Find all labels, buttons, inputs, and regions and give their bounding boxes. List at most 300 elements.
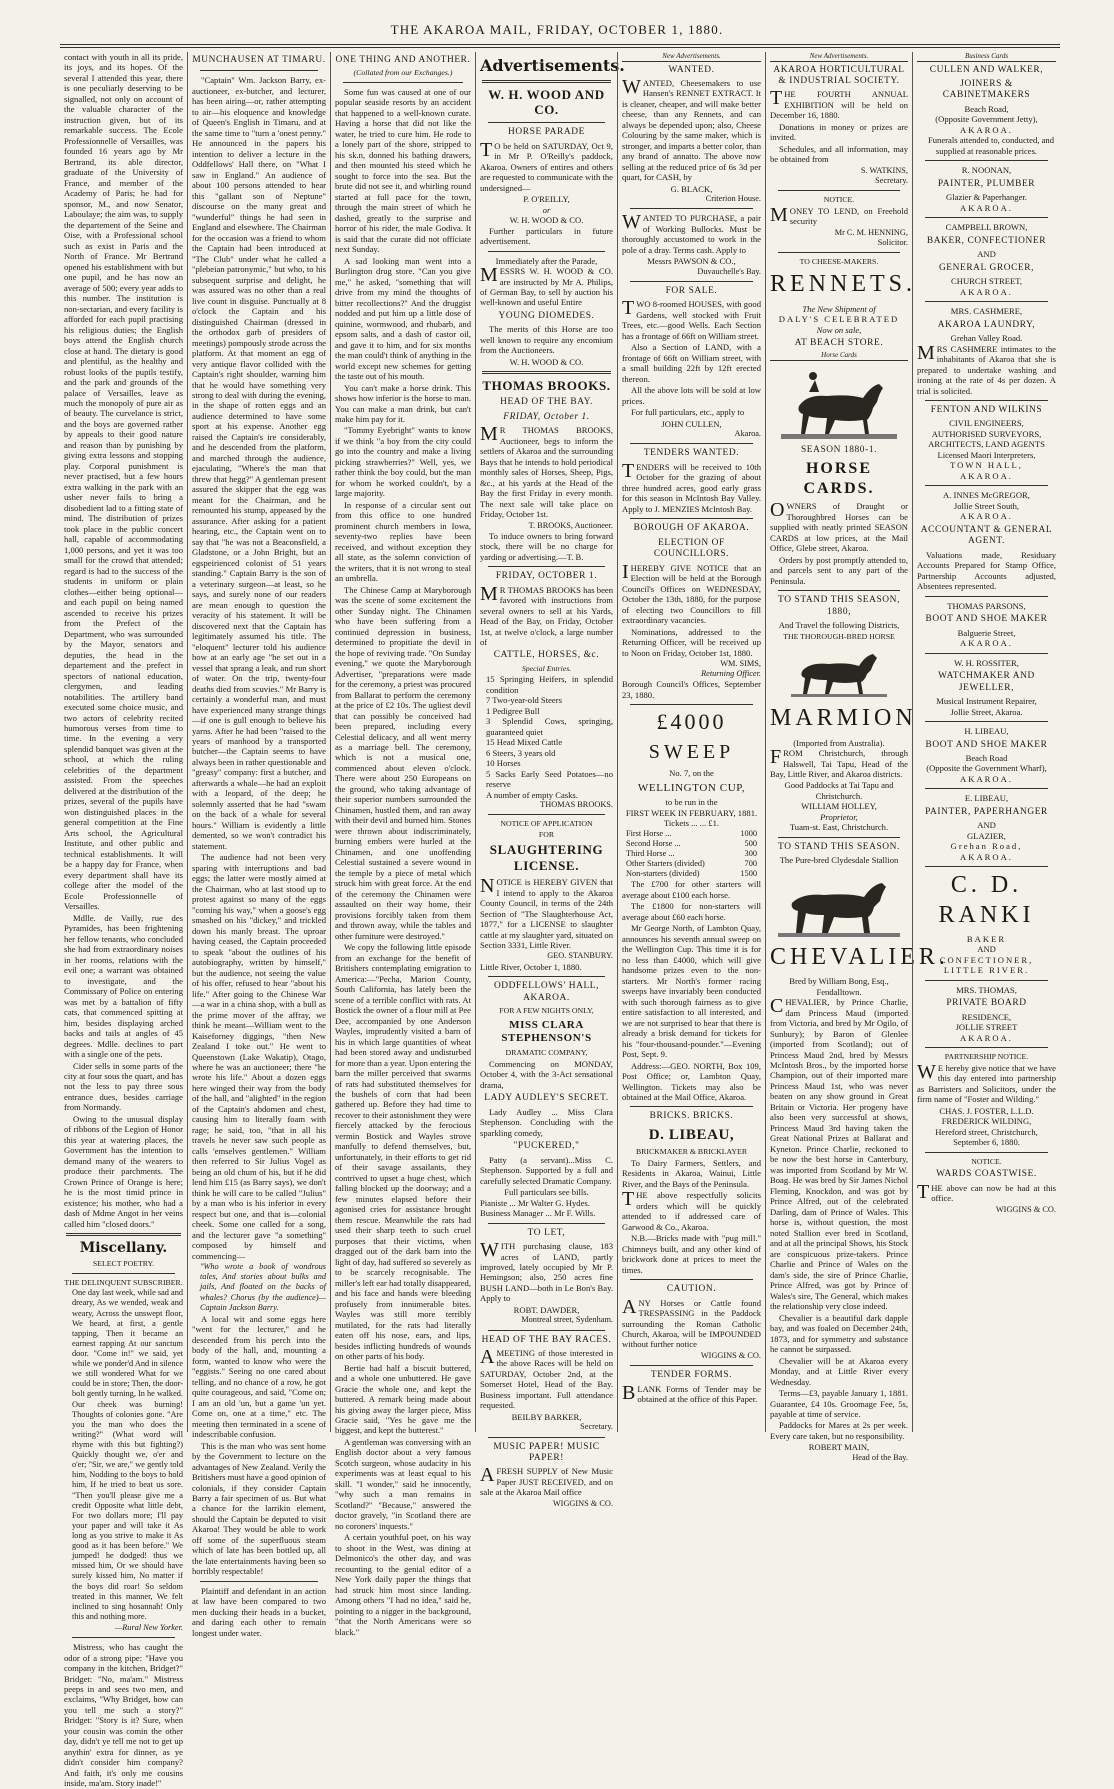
article-text: This is the man who was sent home by the Government to lecture on the advantages of New Zealand. Verily the Britishers must have a good opinion of colonials, if they consider Captain Barry a fair specimen of us. But what a chance for the larrikin element, should the Captain be deputed to visit Akaroa! They would be able to work off some of the superfluous steam which of late has been bottled up, all the late entertainments having been so horribly respectable! (192, 1440, 326, 1577)
ad-text: ANY Horses or Cattle found TRESPASSING in the Paddock surrounding the Roman Catholic Church, Akaroa, will be IMPOUNDED without further notice (622, 1295, 761, 1350)
ad-signature: W. H. WOOD & CO. (509, 356, 584, 367)
prize-amount: 500 (744, 838, 757, 848)
ad-address: Grehan Road, (950, 841, 1023, 852)
ad-address: Montreal street, Sydenham. (521, 1315, 613, 1325)
divider (925, 217, 1048, 218)
entry-item: 15 Springing Heifers, in splendid condition (486, 674, 613, 695)
ad-text: Valuations made, Residuary Accounts Prepared for Stamp Office, Partnership Accounts adjusted, Absentees represented. (917, 549, 1056, 592)
ad-text: Now on sale, (816, 324, 862, 335)
ad-signature: ROBERT MAIN, (808, 1442, 870, 1453)
ad-signature: THOMAS BROOKS. (540, 800, 613, 810)
ad-signature: MRS. CASHMERE, (950, 306, 1023, 317)
ad-signature: R. NOONAN, (961, 165, 1012, 176)
article-text: You can't make a horse drink. This shows how inferior is the horse to man. You can make a man drink, but can't make him pay for it. (335, 382, 471, 424)
ad-heading: TO STAND THIS SEASON. (778, 841, 900, 852)
subheading: SELECT POETRY. (92, 1259, 155, 1269)
divider (778, 590, 900, 591)
ad-heading: ACCOUNTANT & GENERAL AGENT. (920, 524, 1053, 547)
column-5 (617, 52, 765, 1432)
ad-heading: CONFECTIONER, (939, 954, 1034, 965)
divider (630, 208, 753, 209)
ad-text: Bred by William Bong, Esq., Fendalltown. (789, 976, 889, 997)
ad-text: Immediately after the Parade, (495, 255, 598, 266)
article-title: MUNCHAUSEN AT TIMARU. (192, 55, 326, 65)
ad-town: LITTLE RIVER. (943, 965, 1030, 976)
divider (630, 704, 753, 705)
ad-heading: WANTED. (668, 64, 715, 75)
poem-title: THE DELINQUENT SUBSCRIBER. (64, 1277, 183, 1287)
ad-signature: GEO. STANBURY. (547, 951, 613, 961)
prize-label: Non-starters (divided) (626, 869, 700, 879)
ad-text: To induce owners to bring forward stock, there will be no charge for yarding or advertising.—T. B. (480, 530, 613, 562)
divider (200, 70, 318, 71)
ad-heading: BRICKS. BRICKS. (649, 1111, 734, 1122)
ad-subheading: Glazier & Paperhanger. (946, 192, 1027, 203)
prize-row (622, 849, 761, 859)
ad-text: to be run in the (665, 797, 718, 808)
divider (925, 1152, 1048, 1153)
entry-item: A number of empty Casks. (486, 789, 578, 800)
ad-signature: Mr C. M. HENNING, (834, 227, 908, 237)
ad-signature: W. H. ROSSITER, (954, 657, 1019, 668)
section-label: Horse Cards (770, 351, 908, 361)
ad-heading: TO STAND THIS SEASON, 1880, (778, 595, 900, 617)
article-text: Bertie had half a biscuit buttered, and a whole one unbuttered. He gave Gracie the whole one, and kept the buttered. A remark being made about his giving away the larger piece, Miss Gracie said, "Yes he gave me the biggest, and kept the butterest." (335, 1362, 471, 1436)
ad-town: AKAROA. (960, 286, 1013, 297)
ad-text: OWNERS of Draught or Thoroughbred Horses can be supplied with neatly printed SEASON CARDS at low prices, at the Mail Office, Glebe street, Akaroa. (770, 499, 908, 554)
article-text: Plaintiff and defendant in an action at law have been compared to two men ducking their heads in a bucket, and daring each other to remain longest under water. (192, 1585, 326, 1638)
ad-heading: HORSE PARADE (508, 127, 585, 138)
ad-heading: BOROUGH OF AKAROA. (633, 523, 750, 534)
section-heading: Miscellany. (79, 1240, 168, 1257)
ad-address: Hereford street, Christchurch, September 6, 1880. (935, 1126, 1038, 1148)
ad-subheading: THE THOROUGH-BRED HORSE (783, 631, 895, 641)
ad-text: Business Manager ... Mr F. Wills. (480, 1208, 596, 1219)
column-4 (475, 52, 625, 1508)
entry-item: 10 Horses (486, 758, 521, 769)
ad-heading: PRIVATE BOARD (946, 998, 1027, 1009)
ad-date: FRIDAY, OCTOBER 1. (495, 571, 598, 582)
ad-title: C. D. RANKI (938, 872, 1035, 928)
ad-heading: FOR (538, 829, 555, 839)
entry-item: 3 Splendid Cows, springing, guaranteed quiet (486, 716, 613, 737)
divider (925, 400, 1048, 401)
ad-heading: AKAROA HORTICULTURAL & INDUSTRIAL SOCIETY. (773, 64, 905, 86)
prize-table (622, 829, 761, 880)
entry-item: 15 Head Mixed Cattle (486, 737, 563, 748)
prize-row (622, 859, 761, 869)
ad-heading: YOUNG DIOMEDES. (498, 310, 595, 321)
ad-date: Little River, October 1, 1880. (480, 961, 582, 972)
masthead-rule (60, 44, 1060, 45)
ad-text: And Travel the following Districts, (778, 620, 900, 631)
prize-row (622, 869, 761, 879)
ad-text: AND (977, 944, 996, 955)
divider (72, 1273, 175, 1274)
ad-text: Commencing on MONDAY, October 4, with the 3-Act sensational drama, (480, 1058, 613, 1090)
article-text: Mistress, who has caught the odor of a strong pipe: "Have you company in the kitchen, Bridget?" Bridget: "No, ma'am." Mistress peeps in and sees two men, and exclaims, "Why Bridget, how can you tell me such a story?" Bridget: "Story is it? Sure, when your cousin was comin the other day, didn't ye tell me not to get up anythin' extra for dinner, as ye didn't consider him company? And faith, it's only me cousins inside, ma'am. Story inade!" (64, 1642, 183, 1789)
ad-heading: BAKER, CONFECTIONER (926, 235, 1047, 246)
section-rule (482, 371, 611, 374)
ad-text: NOTICE is HEREBY GIVEN that I intend to apply to the Akaroa County Council, in terms of the 24th Section of "The Slaughterhouse Act, 1877," for a LICENSE to slaughter cattle at my slaughter yard, situated on Section 3331, Little River. (480, 875, 613, 950)
ad-text: Schedules, and all information, may be obtained from (770, 143, 908, 165)
section-rule (66, 1233, 181, 1236)
ad-text: CIVIL ENGINEERS, (949, 418, 1024, 429)
article-text: A sad looking man went into a Burlington drug store. "Can you give me," he asked, "something that will drive from my mind the thoughts of bitter recollections?" And the druggist nodded and put him up a little dose of quinine, wormwood, and rhubarb, and epsom salts, and a dash of castor oil, and gave it to him, and for six months the man could't think of anything in the world except new schemes for getting the taste out of his mouth. (335, 255, 471, 382)
ad-signature: WIGGINS & CO. (552, 1498, 613, 1508)
divider (488, 566, 605, 567)
section-rule (482, 80, 611, 83)
ad-text: Paddocks for Mares at 2s per week. Every care taken, but no responsibility. (770, 1420, 908, 1441)
masthead: THE AKAROA MAIL, FRIDAY, OCTOBER 1, 1880. (390, 22, 724, 37)
ad-signature: H. LIBEAU, (964, 726, 1009, 737)
ad-signature: T. BROOKS, Auctioneer. (528, 520, 613, 530)
ad-heading: PAINTER, PAPERHANGER (925, 806, 1048, 817)
divider (488, 976, 605, 977)
ad-address: Criterion House. (705, 194, 761, 204)
ad-heading: CULLEN AND WALKER, (929, 64, 1044, 75)
ad-heading: TENDERS WANTED. (643, 448, 740, 459)
ad-text: AFRESH SUPPLY of New Music Paper JUST RECEIVED, and on sale at the Akaroa Mail office (480, 1464, 613, 1498)
ad-text: The £1800 for non-starters will average about £60 each horse. (622, 901, 761, 922)
ad-title: D. LIBEAU, (648, 1126, 735, 1143)
ad-signature: WIGGINS & CO. (995, 1204, 1056, 1214)
entry-item: 6 Steers, 3 years old (486, 747, 556, 758)
ad-text: FROM Christchurch, through Halswell, Tai Tapu, Head of the Bay, Little River, and Akaroa districts. (770, 746, 908, 779)
ad-heading: TO LET, (527, 1227, 566, 1238)
divider (778, 252, 900, 253)
sweep-title: SWEEP (648, 741, 735, 764)
prize-label: First Horse ... (626, 828, 672, 838)
ad-signature: CHAS. J. FOSTER, L.L.D. (939, 1105, 1034, 1116)
section-label: New Advertisements. (770, 52, 908, 62)
ad-text: Musical Instrument Repairer, (936, 696, 1037, 707)
ad-town: AKAROA. (960, 124, 1013, 135)
ad-text: Chevalier will be at Akaroa every Monday, and at Little River every Wednesday. (770, 1355, 908, 1387)
divider (925, 485, 1048, 486)
ad-text: The New Shipment of (802, 303, 876, 314)
ad-heading: NOTICE OF APPLICATION (500, 819, 593, 829)
ad-subheading: BRICKMAKER & BRICKLAYER (635, 1147, 748, 1157)
ad-text: GLAZIER, (967, 830, 1006, 841)
song-verse: "Who wrote a book of wondrous tales, And stories about bulks and jails, And floated on the backs of whales? Chorus (by the audience)— Captain Jackson Barry. (200, 1262, 326, 1312)
horse-illustration (779, 364, 899, 442)
masthead-rule-lower (60, 47, 1060, 48)
divider (925, 160, 1048, 161)
ad-role: Solicitor. (877, 237, 908, 247)
ad-role: Secretary. (875, 175, 908, 185)
entry-item: 7 Two-year-old Steers (486, 695, 562, 706)
ad-heading: AKAROA LAUNDRY, (937, 319, 1036, 330)
ad-town: AKAROA. (960, 470, 1013, 481)
article-text: A local wit and some eggs here "went for the lecturer," and he descended from his perch into the body of the hall, and, mounting a form, wanted to know who were the "eggists." Seeing no one cared about telling, and no chance of a row, he got quite courageous, and said, "Come on; I am an old 'un, but a game 'un yet. Come on, one at a time," etc. The meeting then terminated in a scene of indescribable confusion. (192, 1313, 326, 1440)
divider (488, 1437, 605, 1438)
ad-signature: E. LIBEAU, (964, 793, 1009, 804)
prize-amount: 1000 (740, 828, 757, 838)
divider (630, 1279, 753, 1280)
clydesdale-illustration (776, 869, 902, 939)
ad-heading: BOOT AND SHOE MAKER (925, 614, 1048, 625)
article-text: contact with youth in all its pride, its joys, and its hopes. Of the several I attended this year, there is one peculiarly deserving to be signalled, not only on account of the valuable character of the instruction given, but of its remarkable success. The Ecole Professionnelle of Versailles, was founded 16 years ago by Mr Bertrand, its able director, graduate of the University of France, and member of the Academy of Paris; he had for sponsor, M., and now Senator, Laboulaye; the aim was, to supply the departement of the Seine and Oise, with a Professional school such as exist in Paris and the North of France. Mr Bertrand opened his establishment with but one pupil, and he has now an average of 500; every year adds to this number. The institution is non-sectarian, and every facility is afforded for each pupil practising his religious duties; the English boys attend the English church close at hand. The dietary is good and plentiful, as the healthy and robust looks of the pupils testify, and the park and grounds of the palace of Versailles, leave as much the monopoly of pure air as of beauty. The curvelance is strict, and the boys are governed rather by appeals to their good nature and reason than by punishing by giving extra lessons and stopping play. Corporal punishment is never practised, but a few hours extra walking in the park with an usher never fails to bring a disobedient lad to a fitting state of mind. The distribution of prizes took place in the public concert hall, capable of accommodating 1,000 persons, and yet it was too small for the crowd that attended; regard is had to the success of the students in uniform or plain clothes—either being optional—and each pupil on being named ascended to receive his prizes from the Prefect of the Department, who was surrounded by the Mayor, senators and deputies, the head in the departement and the prefect in spectors of national education, clergymen, and leading notabilities. The artillery band executed some choice music, and two actors of celebrity recited humorous verses from time to time. In the evening a very splendid banquet was given at the school, at which the ruling celebrities of the department assisted. From the speeches delivered at the distribution of the prizes, several of the pupils have won distinguished places in the general competition at the Fine Arts school, the Agricultural Institute, and other public and technical establishments. It will be a happy day for France, when every department shall have its college after the model of the Ecole Professionnelle of Versailles. (64, 52, 183, 912)
ad-heading: BAKER (966, 933, 1007, 944)
article-text: Cider sells in some parts of the city at four sous the quart, and has not the less to pay three sous entrance dues, besides carriage from Normandy. (64, 1060, 183, 1113)
divider (72, 1637, 175, 1638)
ad-role: Proprietor, (820, 811, 858, 822)
divider (200, 1581, 318, 1582)
divider (925, 721, 1048, 722)
ad-signature: JOHN CULLEN, (661, 418, 722, 429)
ad-address: Jollie Street, Akaroa. (950, 706, 1023, 717)
ad-heading: GENERAL GROCER, (938, 262, 1035, 273)
ad-signature: W. H. WOOD & CO. (509, 215, 584, 226)
ad-heading: CATTLE, HORSES, &c. (493, 650, 600, 661)
ad-address: Beach Road (965, 752, 1008, 763)
ad-text: Full particulars see bills. (504, 1187, 589, 1198)
ad-text: The Pure-bred Clydesdale Stallion (779, 855, 899, 866)
ad-text: Donations in money or prizes are invited. (770, 121, 908, 143)
ad-address: Duvauchelle's Bay. (697, 266, 761, 276)
ad-address: (Opposite the Government Wharf), (926, 763, 1047, 774)
ad-town: AKAROA. (960, 1032, 1013, 1043)
ad-address: Balguerie Street, (957, 627, 1016, 638)
divider (630, 518, 753, 519)
ad-town: AKAROA. (960, 773, 1013, 784)
article-text: "Captain" Wm. Jackson Barry, ex-auctioneer, ex-butcher, and lecturer, has been airing—or, rather attempting to air—his eloquence and knowledge of Queen's English in Timaru, and at the same time to "turn a 'onest penny." He announced in the papers his intention to deliver a lecture in the Oddfellows' Hall there, on "What I saw in England." An audience of about 100 persons attended to hear this "gallant son of Neptune" discourse on the many great and "wunderful" things he had seen in England and elsewhere. The Chairman for the occasion was a friend to whom the Captain had been introduced at "The Club" under what he called a "plebeian patronymic," but who, to his subsequent surprise and delight, he was assured was no other than a real live count in disguise. Punctually at 8 o'clock the Captain and his distinguished Chairman (dressed in the orthodox garb of presiders of meetings) pompously strode across the platform. At that moment an egg of very antique flavor collided with the Captain's right shoulder, warning him that he would have something very strong to deal with during the evening, in the shape of rotten eggs and an audience determined to have some sport at his expense. Another egg raised the Captain's ire considerably, and he descended from the platform, and marched through the audience, ejaculating, "Where's the man that threw that hegg?" A gentleman present assured the skipper that the egg was meant for the Chairman, and he remounted his stump, appeased by the assurance. After asking for a patient hearing, etc., the Captain went on to say that "he was not a Beaconsfield, a Gladstone, or a John Bright, but an egspeirienced colonist of 51 years standing." Captain Barry is the son of a veterinary surgeon—at least, so he says, and surely none of our readers are mean enough to question the veracity of his statement. It will be discovered next that the Captain has legitimately assumed his title. The "eloquent" lecturer told his audience how at an early age "he set out in a vessel that sprang a leak, and run short of water. On the trip, twenty-four deaths died from scuvies." Mr Barry is certainly a wonderful man, and must have experienced many strange things—if one is gull enough to believe his yarns. After he had been "raised to the years of manhood by a transported butcher—the Captain seems to have always been in rather questionable and "greasy" company: first a butcher, and afterwards a whale—he had an exploit with a leopard, of the deep; he solemnly asserted that he had "swam on the back of a whale for several hours." William is evidently a little demented, so we won't contradict his statement. (192, 75, 326, 851)
ad-heading: WELLINGTON CUP, (637, 781, 746, 794)
prize-amount: 300 (744, 848, 757, 858)
ad-text: All the above lots will be sold at low prices. (622, 385, 761, 406)
ad-text: Nominations, addressed to the Returning Officer, will be received up to Noon on Friday, October 1st, 1880. (622, 626, 761, 658)
ad-heading: SEASON 1880-1. (800, 444, 878, 455)
column-2 (187, 52, 330, 1638)
ad-text: (Imported from Australia). (793, 737, 885, 748)
section-label: Business Cards (917, 52, 1056, 62)
ad-text: WITH purchasing clause, 183 acres of LAND, partly improved, lately occupied by Mr P. Hemingson; also, 250 acres fine BUSH LAND—both in Le Bon's Bay. Apply to (480, 1239, 613, 1304)
article-text: "Tommy Eyebright" wants to know if we think "a boy from the city could go into the country and make a living picking strawberries?" Well, yes, we rather think the boy could, but the man for whom he worked couldn't, by a large majority. (335, 425, 471, 499)
ad-text: Further particulars in future advertisement. (480, 225, 613, 247)
ad-title: W. H. WOOD AND CO. (488, 86, 605, 118)
ad-address: Borough Council's Offices, September 23, 1880. (622, 679, 761, 700)
ad-text: THE FOURTH ANNUAL EXHIBITION will be held on December 16, 1880. (770, 87, 908, 121)
ad-heading: FOR SALE. (665, 285, 718, 296)
ad-text: CHEVALIER, by Prince Charlie, dam Princess Maud (imported from Victoria, and bred by Mr Ogilo, of Sunbury); by Baron of Glenlee (imported from Scotland); out of Princess Maud 2nd, bred by Messrs McIntosh Bros., by the imported horse Champion, out of their imported mare Princess Maud 1st, who was never beaten on any show ground in Great Britain or Victoria. Her progeny have also been very successful at shows, Princess Maud 3rd having taken the Great National Prizes at Ballarat and Kyneton. Prince Charlie, reckoned to be now the best horse in Canterbury, was imported from Scotland by Mr W. Boag. He was bred by Sir James Nichol Fleming, Knockdon, and was got by Prince Alfred, out of the celebrated Darling, dam of Prince of Wales. This horse is, without question, the most noted Stallion ever bred in Scotland, and at all the principal Shows, his Stock are conspicuous prize-takers. Prince Charlie and Prince of Wales on the dam's side, the sire of Prince Charlie, Prince Alfred, was got by Prince of Wales's sire, The General, which makes the relationship very close indeed. (770, 995, 908, 1312)
ad-text: WANTED TO PURCHASE, a pair of Working Bullocks. Must be thoroughly accustomed to work in the pole of a dray. Terms cash. Apply to (622, 211, 761, 255)
prize-label: Other Starters (divided) (626, 859, 705, 869)
ad-address: Jollie Street South, (953, 500, 1020, 511)
ad-heading: AT BEACH STORE. (794, 337, 884, 348)
ad-subheading: Special Entries. (521, 663, 572, 673)
ad-heading: NOTICE. (823, 195, 855, 205)
ad-address: Akaroa. (734, 429, 761, 439)
ad-text: Address:—GEO. NORTH, Box 109, Post Office; or, Lambton Quay, Wellington. Tickets may also be obtained at the Mail Office, Akaroa. (622, 1060, 761, 1102)
prize-amount: 700 (744, 859, 757, 869)
ad-text: Funerals attended to, conducted, and supplied at reasonable prices. (927, 135, 1054, 156)
ad-signature: THOMAS PARSONS, (947, 600, 1026, 611)
divider (925, 301, 1048, 302)
ad-text: Orders by post promptly attended to, and parcels sent to any part of the Peninsula. (770, 554, 908, 586)
divider (488, 1330, 605, 1331)
article-text: The Chinese Camp at Maryborough was the scene of some excitement the other Sunday night. The Chinamen who have been suffering from a continued depression in business, determined to propitiate the devil in the hope of reviving trade. "On Sunday evening," we quote the Maryborough Advertiser, "preparations were made for the ceremony, a priest was procured from Ballarat to perform the ceremony at the price of £2 10s. The ugliest devil that can possibly be conceived had been prepared, including every Celestial delicacy, and all went merry as a marriage bell. The ceremony, which is not a musical one, commenced about eleven o'clock. There were about 250 Europeans on the ground, who taking advantage of their superior numbers surrounded the Chinamen, hustled them, and ran away with their devil and burned him. Stones were thrown about indiscriminately, burning embers were hurled at the Chinamen, and one unoffending Celestial sustained a severe wound in the temple by a piece of metal which struck him with great force. At the end of the ceremony the Chinamen were assaulted on their way home, their provisions forcibly taken from them and thrown away, while the tables and other furniture were destroyed." (335, 584, 471, 941)
ad-text: MRS CASHMERE intimates to the inhabitants of Akaroa that she is prepared to undertake washing and ironing at the rate of 4s per dozen. A trial is solicited. (917, 341, 1056, 396)
ad-text: Mr George North, of Lambton Quay, announces his seventh annual sweep on the Wellington Cup. This time it is for no less than £4000, which will give handsome prizes even to the non-starters. Mr North's former racing sweeps have invariably been conducted with such thorough fairness as to give entire satisfaction to all interested, and we are not surprised to hear that there is already a brisk demand for tickets for his "four-thousand-pounder."—Evening Post, Sept. 9. (622, 923, 761, 1060)
divider (630, 1365, 753, 1366)
ad-address: CHURCH STREET, (951, 276, 1022, 287)
divider (630, 443, 753, 444)
ad-signature: FREDERICK WILDING, (941, 1116, 1032, 1127)
ad-signature: WIGGINS & CO. (700, 1350, 761, 1360)
article-text: Some fun was caused at one of our popular seaside resorts by an accident that happened to a well-known curate. Having a horse that did not like the water, he tried to cure him. He rode to a lonely part of the shore, stripped to his sk.n, donned his bathing drawers, and then mounted his steed which he sought to force into the sea. But the brute did not see it, and whirling round started at full pace for the town, through the main street of which he dashed, greatly to the surprise and horror of his rider, the male Godiva. It is said that the curate did not officiate next Sunday. (335, 86, 471, 255)
ad-signature: Messrs PAWSON & CO., (647, 256, 736, 267)
prize-row (622, 839, 761, 849)
ad-text: RESIDENCE, (961, 1011, 1012, 1022)
ad-signature: MRS. THOMAS, (956, 984, 1017, 995)
divider (925, 596, 1048, 597)
ad-text: MR THOMAS BROOKS has been favored with instructions from several owners to sell at his Yards, Head of the Bay, on Friday, October 1st, at twelve o'clock, a large number of (480, 582, 613, 647)
ad-heading: LADY AUDLEY'S SECRET. (484, 1093, 609, 1104)
divider (488, 251, 605, 252)
ad-title: CHEVALIER. (770, 943, 949, 970)
thoroughbred-illustration (789, 644, 889, 700)
article-title: ONE THING AND ANOTHER. (335, 55, 471, 65)
ad-title: MARMION (770, 705, 917, 732)
ad-text: THE above can now be had at this office. (917, 1180, 1056, 1204)
ad-text: WE hereby give notice that we have this day entered into partnership as Barristers and Solicitors, under the firm name of "Foster and Wilding." (917, 1060, 1056, 1105)
ad-address: Tuam-st. East, Christchurch. (789, 822, 889, 833)
ad-address: JOLLIE STREET (955, 1022, 1018, 1033)
ad-text: BLANK Forms of Tender may be obtained at the office of this Paper. (622, 1381, 761, 1405)
ad-signature: S. WATKINS, (860, 165, 908, 175)
ad-heading: ODDFELLOWS' HALL, AKAROA. (493, 981, 600, 1003)
ad-signature: A. INNES McGREGOR, (943, 490, 1030, 501)
ad-heading: "PUCKERED," (513, 1141, 580, 1152)
ad-heading: BOOT AND SHOE MAKER (925, 739, 1048, 750)
entry-item: 1 Pedigree Bull (486, 705, 540, 716)
ad-text: MONEY TO LEND, on Freehold security (770, 203, 908, 227)
sweep-amount: £4000 (656, 709, 727, 735)
ad-heading: PAINTER, PLUMBER (937, 178, 1036, 189)
ad-text: Chevalier is a beautiful dark dapple bay, and was foaled on December 24th, 1873, and for symmetry and substance he cannot be surpassed. (770, 1312, 908, 1355)
ad-signature: P. O'REILLY, (523, 194, 570, 205)
ad-text: IHEREBY GIVE NOTICE that an Election will be held at the Borough Council's Offices on WEDNESDAY, October the 13th, 1880, for the purpose of electing two Councillors to fill extraordinary vacancies. (622, 560, 761, 626)
article-text: A gentleman was conversing with an English doctor about a very famous Scotch surgeon, whose audacity in his experiments was at least equal to his skill. "I wonder," said he innocently, "why such a man remains in Scotland?" "Because," answered the doctor gravely, "in Scotland there are no coroners' inquests." (335, 1436, 471, 1531)
ad-signature: WILLIAM HOLLEY, (801, 801, 877, 812)
column-6 (765, 52, 949, 1462)
divider (925, 866, 1048, 867)
ad-signature: BEILBY BARKER, (511, 1411, 582, 1422)
ad-text: AMEETING of those interested in the above Races will be held on SATURDAY, October 2nd, at the Somerset Hotel, Head of the Bay. Business important. Full attendance requested. (480, 1346, 613, 1411)
ad-signature: CAMPBELL BROWN, (945, 222, 1028, 233)
ad-heading: DALY'S CELEBRATED (778, 314, 900, 325)
ad-text: Licensed Maori Interpreters, (937, 449, 1036, 460)
article-text: We copy the following little episode from an exchange for the benefit of Britishers contemplating emigration to America:—"Pecha, Marion County, South California, has lately been the scene of a terrible conflict with rats. At Bostick the owner of a flour mill at Pee Dee, accompanied by one Anderson Wayles, imprudently visited a barn of his in which large quantities of wheat had been stored away and undisturbed for more than a year. Upon entering the barn the miller perceived that swarms of rats had substituted themselves for the bushels of corn that had been gathered up. Before they had time to recover to their astonishment they were fiercely attacked by the ferocious vermin Bostick and Wayles strove manfully to defend themselves, but, unfortunately, in their efforts to get rid of their savage assailants, they contrived to upset a huge chest, which falling blocked up the doorway; and a few minutes elapsed before their agonised cries for assistance brought them rescue. Meanwhile the rats had used their sharp teeth to such cruel purposes that their victims, when dragged out of the dark barn into the light of day, had suffered so severely as to be scarcely recognisable. The miller's left ear had totally disappeared, and his face and hands were bleeding profusely from innumerable bites. Wayles was still more terribly mutilated, for the rats had literally eaten off his nose, ears, and lips, besides inflicting hundreds of wounds on other parts of his body. (335, 942, 471, 1362)
ad-subheading: DRAMATIC COMPANY, (505, 1048, 588, 1058)
ad-text: TO be held on SATURDAY, Oct 9, in Mr P. O'Reilly's paddock, Akaroa. Owners of entires and others are requested to communicate with the undersigned— (480, 138, 613, 193)
ad-text: MR THOMAS BROOKS, Auctioneer, begs to inform the settlers of Akaroa and the surrounding Bays that he intends to hold periodical monthly sales of Horses, Sheep, Pigs, &c., at his yards at the Head of the Bay the first Friday in every month. The next sale will take place on Friday, October 1st. (480, 423, 613, 520)
ad-heading: TENDER FORMS. (650, 1370, 733, 1381)
article-text: The audience had not been very sparing with interruptions and bad eggs; the latter were mostly aimed at the Chairman, who at last stood up to protest against so many of the eggs "coming his way," when a goose's egg smashed on his "dickey," and trickled down his manly breast. The uproar having ceased, the Captain proceeded to speak "about the outlines of his autobiography, written by himself," but the audience, not seeing the value of his offer, refused to hear "about his life." After going to the Chinese War—a war in a china shop, with a bull as the prime mover of the affray, we think he meant—William went to the Kaiseforney diggings, "then New Zealand I toke out." He went to Queenstown (Lake Wakatip), Otago, where he was an auctioneer; there "he wrote his life." About a dozen eggs here winged their way from the body of the hall, and "alighted" in the region of the Captain's abdomen and chest, causing him to literally foam with rage; he said, too, "that in all his travels he never saw such people as calls 'emselves gentlemen." William then referred to Sir Julius Vogel as being an old chum of his, but if he did lend him £15 (as Barry says), we don't think he will care to be called "Julius" by a man who is his inferior in every respect but one, and that is—colonial cheek. Some one called for a song, and the lecturer gave "a something" composed by himself and commencing— (192, 852, 326, 1261)
ad-text: TWO 8-roomed HOUSES, with good Gardens, well stocked with Fruit Trees, etc.—good Wells. Each Section has a frontage of 66ft on William street. (622, 297, 761, 341)
ad-heading: WATCHMAKER AND JEWELLER, (938, 671, 1035, 693)
entry-list (480, 674, 613, 800)
column-1 (60, 52, 187, 1789)
ad-text: Also a Section of LAND, with a frontage of 66ft on William street, with a small building 22ft by 12ft erected thereon. (622, 342, 761, 384)
divider (925, 1047, 1048, 1048)
ad-role: Returning Officer. (701, 669, 761, 679)
article-subtitle: (Collated from our Exchanges.) (353, 68, 453, 78)
ad-role: Secretary. (580, 1422, 613, 1432)
ad-town: AKAROA. (960, 511, 1013, 522)
divider (630, 281, 753, 282)
ad-heading: NOTICE. (971, 1156, 1002, 1166)
ad-text: AUTHORISED SURVEYORS, (931, 428, 1042, 439)
ad-heading: FENTON AND WILKINS (930, 405, 1043, 416)
ad-address: Head of the Bay. (852, 1452, 908, 1462)
divider (488, 814, 605, 815)
divider (630, 1106, 753, 1107)
ad-heading: PARTNERSHIP NOTICE. (944, 1052, 1029, 1062)
ad-text: THE above respectfully solicits orders which will be quickly attended to if addressed care of Garwood & Co., Akaroa. (622, 1188, 761, 1232)
ad-text: To Dairy Farmers, Settlers, and Residents in Akaroa, Wainui, Little River, and the Bays of the Peninsula. (622, 1157, 761, 1189)
divider (488, 122, 605, 123)
ad-text: or (542, 204, 551, 215)
ad-text: No. 7, on the (669, 768, 714, 779)
ad-text: AND (977, 820, 996, 831)
ad-heading: CAUTION. (666, 1284, 717, 1295)
ad-heading: MUSIC PAPER! MUSIC PAPER! (493, 1441, 600, 1463)
ad-text: WANTED, Cheesemakers to use Hansen's RENNET EXTRACT. It is cleaner, cheaper, and will make better cheese, than any Rennets, and can always be depended upon; also, Cheese Colouring by the same maker, which is stronger, and imparts a better color, than any brand of annatto. The above now selling at the reduced price of 6s 3d per quart, for CASH, by (622, 76, 761, 183)
ad-address: TOWN HALL, (950, 460, 1023, 471)
ad-text: Patty (a servant)...Miss C. Stephenson. Supported by a full and carefully selected Dramatic Company. (480, 1154, 613, 1186)
ad-heading: HEAD OF THE BAY. (500, 397, 593, 408)
ad-heading: ELECTION OF COUNCILLORS. (653, 537, 730, 560)
ad-heading: JOINERS & CABINETMAKERS (942, 79, 1031, 101)
ad-text: The merits of this Horse are too well known to require any encomium from the Auctioneers. (480, 324, 613, 356)
ad-text: TENDERS will be received to 10th October for the grazing of about three hundred acres, good early grass for this season in McIntosh Bay Valley. Apply to J. MENZIES McIntosh Bay. (622, 459, 761, 514)
ad-title: SLAUGHTERING LICENSE. (489, 842, 604, 874)
article-text: In response of a circular sent out from this office to one hundred prominent church members in Iowa, seventy-two replies have been received, and without exception they all state, as the solemn conviction of the writers, that it is not wrong to steal an umbrella. (335, 499, 471, 584)
ad-town: AKAROA. (960, 638, 1013, 649)
divider (778, 837, 900, 838)
article-text: Mdlle. de Vailly, rue des Pyramides, has been frightening her fellow tenants, who concluded she had from extraordinary noises in her rooms, relations with the evil one; a warrant was obtained to investigate, and the Commissary of Police on entering was met by a battalion of fifty cats, that commenced spitting at him, besides displaying arched backs and tails at angles of 45 degrees. Mdlle. declines to part with a single one of the pets. (64, 912, 183, 1060)
ad-address: Grehan Valley Road. (950, 333, 1023, 344)
ad-date: FRIDAY, October 1. (503, 411, 590, 422)
ad-text: MESSRS W. H. WOOD & CO. are instructed by Mr A. Philips, of German Bay, to sell by auction his well-known and useful Entire (480, 264, 613, 308)
poem-text: One day last week, while sad and dreary, As we wended, weak and weary, Across the unswept floor, We heard, at first, a gentle tapping, Then it became an earnest rapping At our sanctum door. "Come in!" we said, yet while we ponder'd And in silence we still wondered What for we could be in store; Then, the door-bolt gently turning, In he walked. Our cheek was burning! Thoughts of colonies gone. "Are you the man who does the writing?" (What word will rhyme with this but fighting?) Quickly thought we, o'er and o'er; "Sir, we are," we gently told him, Nodding to the boys to hold him, If he tried to beat us sore. "Then you'll please give me a credit Opposite what little debt, For two dollars more; I'll pay your paper and will take it As long as you strive to make it As good as it has been before." We jumped! he dodged! thus we missed him, Or we should have surely kissed him, No matter if the boys did roar! So seldom treated in this manner, We felt inclined to sing hosannah! Only this and nothing more. (72, 1288, 183, 1621)
ad-address: Beach Road, (964, 103, 1009, 114)
ad-heading: TO CHEESE-MAKERS. (799, 256, 879, 266)
divider (925, 980, 1048, 981)
ad-title: THOMAS BROOKS. (482, 378, 611, 394)
ad-town: AKAROA. (960, 851, 1013, 862)
ad-subheading: FOR A FEW NIGHTS ONLY, (499, 1006, 594, 1015)
divider (343, 82, 463, 83)
ad-signature: WM. SIMS, (720, 659, 761, 669)
ad-text: AND (977, 249, 996, 260)
ad-town: AKAROA. (960, 202, 1013, 213)
ad-text: ARCHITECTS, LAND AGENTS (928, 439, 1045, 450)
poem-source: —Rural New Yorker. (114, 1622, 183, 1632)
divider (925, 788, 1048, 789)
ad-text: Pianiste ... Mr Walter G. Hydes. (480, 1197, 590, 1208)
divider (778, 190, 900, 191)
prize-amount: 1500 (740, 869, 757, 879)
ad-text: The £700 for other starters will average about £100 each horse. (622, 879, 761, 900)
divider (488, 1223, 605, 1224)
divider (925, 653, 1048, 654)
ad-text: Lady Audley ... Miss Clara Stephenson. Concluding with the sparkling comedy, (480, 1106, 613, 1138)
section-label: New Advertisements. (622, 52, 761, 62)
prize-label: Second Horse ... (626, 838, 681, 848)
